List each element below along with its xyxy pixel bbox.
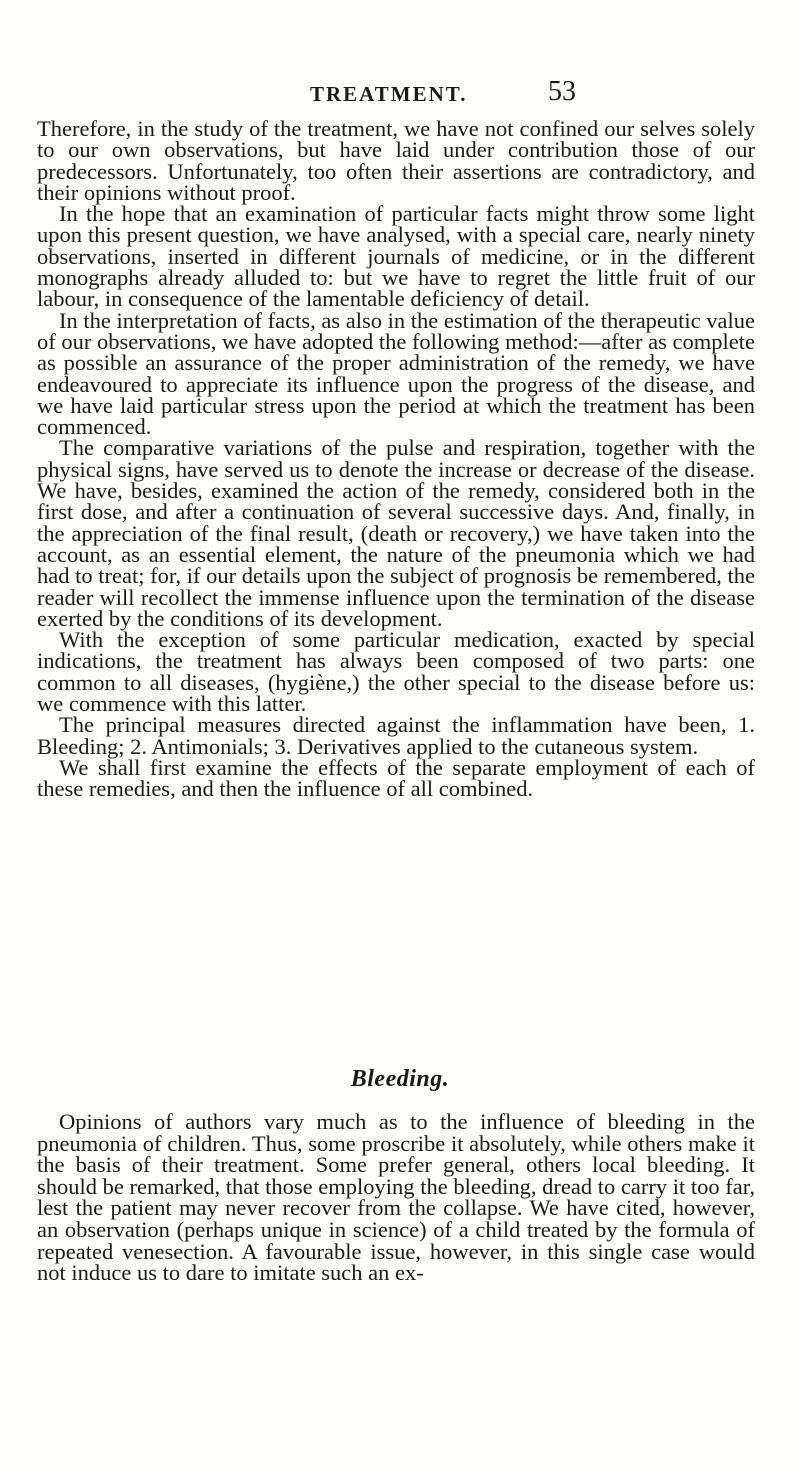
running-head: [0, 76, 800, 112]
paragraph: The comparative variations of the pulse and respiration, together with the physical signs, have served us to denote the increase or decrease of the disease. We have, besides, examined the action of the remedy, considered both in the first dose, and after a continuation of several successive days. And, finally, in the appreciation of the final result, (death or recovery,) we have taken into the account, as an essential element, the nature of the pneumonia which we had had to treat; for, if our details upon the subject of prognosis be remembered, the reader will recollect the immense influence upon the termination of the disease exerted by the conditions of its development.: [37, 435, 755, 631]
paragraph: Therefore, in the study of the treatment, we have not confined our selves solely to our own observations, but have laid under contribution those of our predecessors. Unfortunately, too often their assertions are contradictory, and their opinions without proof.: [37, 116, 755, 205]
paragraph: Opinions of authors vary much as to the influence of bleeding in the pneumonia of children. Thus, some proscribe it absolutely, while others make it the basis of their treatment. Some prefer general, others local bleeding. It should be remarked, that those employing the bleeding, dread to carry it too far, lest the patient may never recover from the collapse. We have cited, however, an observation (perhaps unique in science) of a child treated by the formula of repeated venesection. A favourable issue, however, in this single case would not induce us to dare to imitate such an ex-: [37, 1109, 755, 1286]
section-heading: Bleeding.: [350, 1066, 450, 1092]
page-number: 53: [548, 76, 576, 107]
paragraph: We shall first examine the effects of the separate employment of each of these remedies, and then the influence of all combined.: [37, 754, 755, 802]
main-text-block: [37, 118, 755, 800]
paragraph: In the interpretation of facts, as also in the estimation of the therapeutic value of our observations, we have adopted the following method:—after as complete as possible an assurance of the proper administration of the remedy, we have endeavoured to appreciate its influence upon the progress of the disease, and we have laid particular stress upon the period at which the treatment has been commenced.: [37, 307, 756, 440]
paragraph: The principal measures directed against the inflammation have been, 1. Bleeding; 2. Antimonials; 3. Derivatives applied to the cutaneous system.: [37, 712, 755, 759]
section-text-block: [37, 1111, 755, 1284]
paragraph: In the hope that an examination of particular facts might throw some light upon this present question, we have analysed, with a special care, nearly ninety observations, inserted in different journals of medicine, or in the different monographs already alluded to: but we have to regret the little fruit of our labour, in consequence of the lamentable deficiency of detail.: [37, 201, 755, 312]
paragraph: With the exception of some particular medication, exacted by special indications, the treatment has always been composed of two parts: one common to all diseases, (hygiène,) the other special to the disease before us: we commence with this latter.: [37, 627, 755, 717]
running-title: TREATMENT.: [310, 82, 468, 106]
